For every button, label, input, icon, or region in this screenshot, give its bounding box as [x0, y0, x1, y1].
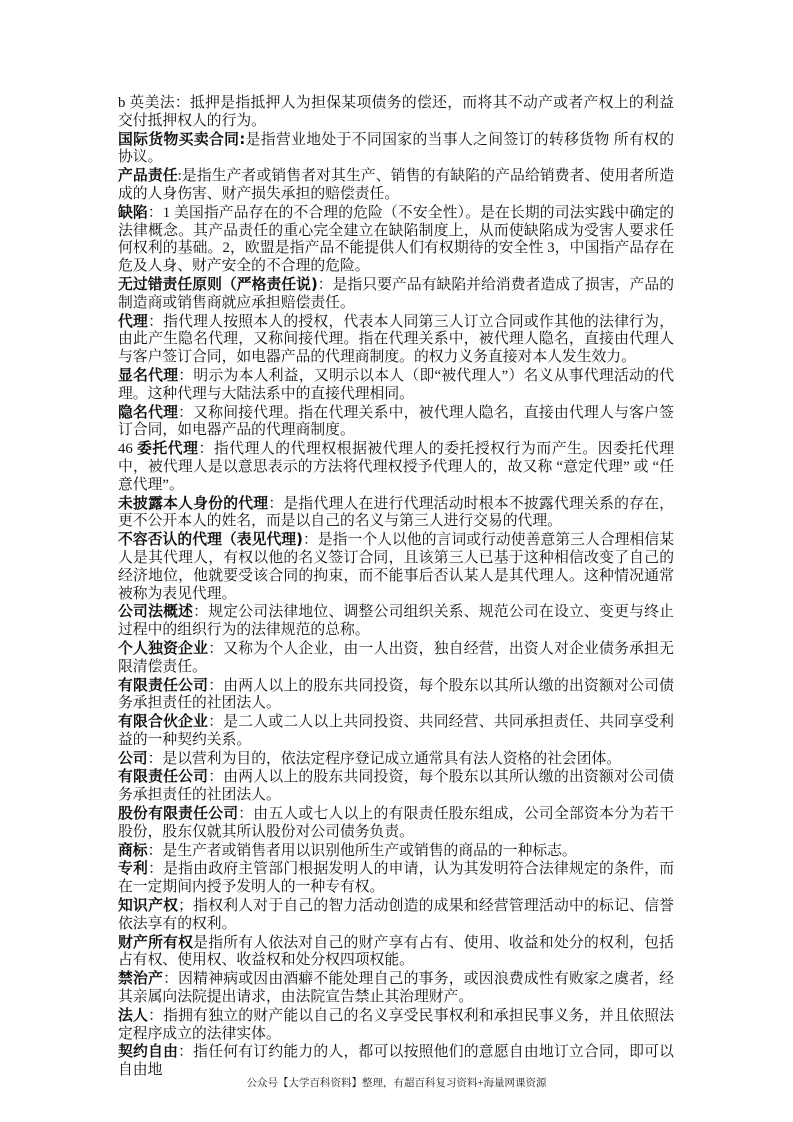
entry-term: 股份有限责任公司: [118, 805, 239, 823]
definition-entry: [118, 805, 674, 842]
entry-term: 契约自由: [118, 1043, 179, 1061]
definition-entry: [118, 167, 674, 204]
entry-body: ：由两人以上的股东共同投资，每个股东以其所认缴的出资额对公司债务承担责任的社团法人。: [118, 769, 674, 804]
definition-entry: [118, 404, 674, 441]
entry-term: 个人独资企业: [118, 639, 209, 657]
entry-term: 委托代理: [137, 440, 199, 458]
entry-term: 代理: [118, 312, 149, 330]
definition-entry: [118, 860, 674, 897]
definition-entry: [118, 495, 674, 532]
entry-body: ：是指只要产品有缺陷并给消费者造成了损害，产品的制造商或销售商就应承担赔偿责任。: [118, 276, 674, 311]
entry-term: 公司: [118, 749, 148, 767]
definition-entry: [118, 95, 674, 131]
definition-entry: [118, 440, 674, 494]
definition-entry: [118, 367, 674, 404]
entry-prefix: b 英美法：: [118, 95, 190, 111]
entry-body: ：指代理人的代理权根据被代理人的委托授权行为而产生。因委托代理中，被代理人是以意思表示的方法将代理权授予代理人的，故又称 “意定代理” 或 “任意代理”。: [118, 441, 674, 493]
entry-body: ：明示为本人利益，又明示以本人（即“被代理人”）名义从事代理活动的代理。这种代理与大陆法系中的直接代理相同。: [118, 367, 674, 402]
definition-entry: [118, 131, 674, 168]
entry-body: ；指权利人对于自己的智力活动创造的成果和经营管理活动中的标记、信誉依法享有的权利。: [118, 898, 674, 932]
entry-body: :是指生产者或销售者对其生产、销售的有缺陷的产品给销费者、使用者所造成的人身伤害、财产损失承担的赔偿责任。: [118, 168, 674, 202]
entry-body: ：规定公司法律地位、调整公司组织关系、规范公司在设立、变更与终止过程中的组织行为的法律规范的总称。: [118, 604, 674, 639]
entry-prefix: 46: [118, 441, 138, 458]
entry-term: 国际货物买卖合同:: [118, 130, 246, 148]
definition-entry: [118, 934, 674, 971]
entry-term: 显名代理: [118, 366, 179, 384]
entry-body: 是指所有人依法对自己的财产享有占有、使用、收益和处分的权利，包括占有权、使用权、收益权和处分权四项权能。: [118, 934, 674, 969]
entry-body: ：由五人或七人以上的有限责任股东组成，公司全部资本分为若干股份，股东仅就其所认股份对公司债务负责。: [118, 806, 674, 840]
entry-term: 隐名代理: [118, 403, 179, 421]
entry-term: 专利: [118, 860, 149, 878]
entry-body: ：又称间接代理。指在代理关系中，被代理人隐名，直接由代理人与客户签订合同，如电器产品的代理商制度。: [118, 404, 674, 439]
entry-body: ：是二人或二人以上共同投资、共同经营、共同承担责任、共同享受利益的一种契约关系。: [118, 714, 674, 748]
page-footer: 公众号【大学百科资料】整理，有超百科复习资料+海量网课资源: [246, 1078, 547, 1089]
entry-body: ：是以营利为目的，依法定程序登记成立通常具有法人资格的社会团体。: [147, 750, 622, 767]
definition-entry: [118, 897, 674, 934]
entry-term: 不容否认的代理（表见代理): [118, 531, 303, 549]
entry-term: 未披露本人身份的代理: [118, 494, 269, 512]
entry-body: ：因精神病或因由酒癖不能处理自己的事务，或因浪费成性有败家之虞者，经其亲属向法院提出请求，由法院宣告禁止其治理财产。: [118, 971, 674, 1006]
definition-entry: [118, 640, 674, 677]
document-body: [118, 95, 674, 1080]
entry-term: 有限责任公司: [118, 676, 209, 694]
entry-term: 知识产权: [118, 897, 179, 915]
entry-body: ：是指由政府主管部门根据发明人的申请，认为其发明符合法律规定的条件，而在一定期间内授予发明人的一种专有权。: [118, 861, 674, 896]
entry-body: ：由两人以上的股东共同投资，每个股东以其所认缴的出资额对公司债务承担责任的社团法人。: [118, 677, 674, 712]
entry-term: 有限责任公司: [118, 768, 209, 786]
entry-body: ：指任何有订约能力的人，都可以按照他们的意愿自由地订立合同，即可以自由地: [118, 1044, 674, 1079]
definition-entry: [118, 313, 674, 367]
entry-body: 抵押是指抵押人为担保某项债务的偿还，而将其不动产或者产权上的利益交付抵押权人的行为。: [118, 95, 674, 129]
entry-term: 产品责任: [118, 167, 178, 185]
definition-entry: [118, 204, 674, 276]
entry-body: ：是指一个人以他的言词或行动使善意第三人合理相信某人是其代理人，有权以他的名义签订合同，且该第三人已基于这种相信改变了自己的经济地位，他就要受该合同的拘束，而不能事后否认某人是其代理人。这种情况通常被称为表见代理。: [118, 532, 674, 602]
entry-body: ：又称为个人企业，由一人出资，独自经营，出资人对企业债务承担无限清偿责任。: [118, 640, 674, 675]
definition-entry: [118, 713, 674, 750]
definition-entry: [118, 970, 674, 1007]
definition-entry: [118, 768, 674, 805]
entry-body: ：指拥有独立的财产能以自己的名义享受民事权利和承担民事义务，并且依照法定程序成立的法律实体。: [118, 1007, 674, 1042]
definition-entry: [118, 1007, 674, 1044]
entry-body: ：是生产者或销售者用以识别他所生产或销售的商品的一种标志。: [147, 842, 577, 859]
entry-term: 无过错责任原则（严格责任说): [118, 275, 318, 293]
entry-term: 缺陷: [118, 203, 148, 221]
entry-body: ：指代理人按照本人的授权，代表本人同第三人订立合同或作其他的法律行为，由此产生隐名代理，又称间接代理。指在代理关系中，被代理人隐名，直接由代理人与客户签订合同，如电器产品的代理商制度。的权力义务直接对本人发生效力。: [118, 313, 674, 366]
definition-entry: [118, 750, 674, 769]
entry-body: ：1 美国指产品存在的不合理的危险（不安全性）。是在长期的司法实践中确定的法律概念。其产品责任的重心完全建立在缺陷制度上，从而使缺陷成为受害人要求任何权利的基础。2，欧盟是指产品不能提供人们有权期待的安全性 3，中国指产品存在危及人身、财产安全的不合理的危险。: [118, 204, 674, 275]
definition-entry: [118, 531, 674, 603]
entry-body: ：是指代理人在进行代理活动时根本不披露代理关系的存在，更不公开本人的姓名，而是以自己的名义与第三人进行交易的代理。: [118, 495, 674, 530]
entry-term: 法人: [118, 1006, 149, 1024]
definition-entry: [118, 603, 674, 640]
entry-body: 是指营业地处于不同国家的当事人之间签订的转移货物 所有权的协议。: [118, 131, 675, 166]
definition-entry: [118, 276, 674, 313]
definition-entry: [118, 842, 674, 861]
entry-term: 禁治产: [118, 970, 164, 988]
entry-term: 有限合伙企业: [118, 713, 209, 731]
entry-term: 商标: [118, 841, 148, 859]
entry-term: 公司法概述: [118, 603, 194, 621]
definition-entry: [118, 677, 674, 714]
entry-term: 财产所有权: [118, 933, 194, 951]
